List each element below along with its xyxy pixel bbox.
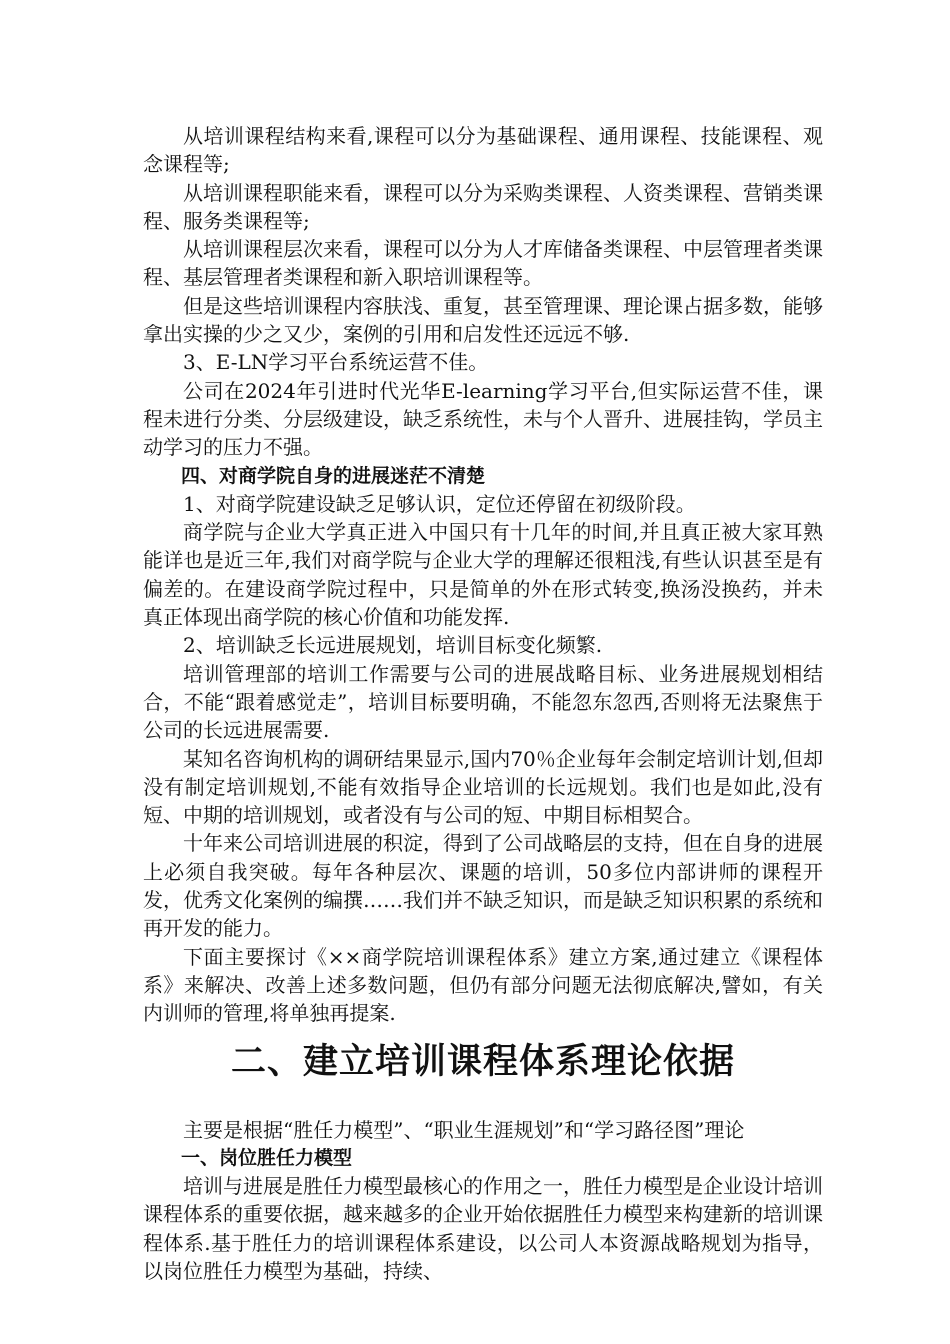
paragraph: 十年来公司培训进展的积淀，得到了公司战略层的支持，但在自身的进展上必须自我突破。每年各种层次、课题的培训，50多位内部讲师的课程开发，优秀文化案例的编撰……我们并不缺乏知识，而是缺乏知识积累的系统和再开发的能力。 [143,831,823,941]
paragraph: 从培训课程层次来看，课程可以分为人才库储备类课程、中层管理者类课程、基层管理者类课程和新入职培训课程等。 [143,237,823,290]
paragraph: 从培训课程结构来看,课程可以分为基础课程、通用课程、技能课程、观念课程等; [143,124,823,177]
paragraph: 2、培训缺乏长远进展规划，培训目标变化频繁. [183,633,603,658]
body-text-top [143,122,823,1028]
subheading: 一、岗位胜任力模型 [181,1146,353,1169]
subheading: 四、对商学院自身的进展迷茫不清楚 [181,464,486,487]
paragraph: 但是这些培训课程内容肤浅、重复，甚至管理课、理论课占据多数，能够拿出实操的少之又少，案例的引用和启发性还远远不够. [143,293,823,347]
paragraph: 商学院与企业大学真正进入中国只有十几年的时间,并且真正被大家耳熟能详也是近三年,我们对商学院与企业大学的理解还很粗浅,有些认识甚至是有偏差的。在建设商学院过程中，只是简单的外在形式转变,换汤没换药，并未真正体现出商学院的核心价值和功能发挥. [143,520,823,630]
paragraph: 培训管理部的培训工作需要与公司的进展战略目标、业务进展规划相结合，不能“跟着感觉走”，培训目标要明确，不能忽东忽西,否则将无法聚焦于公司的长远进展需要. [143,661,823,743]
paragraph: 主要是根据“胜任力模型”、“职业生涯规划”和“学习路径图”理论 [183,1117,745,1142]
paragraph: 3、E-LN学习平台系统运营不佳。 [183,350,489,375]
paragraph: 某知名咨询机构的调研结果显示,国内70％企业每年会制定培训计划,但却没有制定培训规划,不能有效指导企业培训的长远规划。我们也是如此,没有短、中期的培训规划，或者没有与公司的短、中期目标相契合。 [143,746,823,828]
paragraph: 公司在2024年引进时代光华E-learning学习平台,但实际运营不佳，课程未进行分类、分层级建设，缺乏系统性，未与个人晋升、进展挂钩，学员主动学习的压力不强。 [143,378,823,460]
body-text-bottom [143,1116,823,1286]
paragraph: 1、对商学院建设缺乏足够认识，定位还停留在初级阶段。 [183,491,696,516]
paragraph: 培训与进展是胜任力模型最核心的作用之一，胜任力模型是企业设计培训课程体系的重要依据，越来越多的企业开始依据胜任力模型来构建新的培训课程体系.基于胜任力的培训课程体系建设，以公司人本资源战略规划为指导，以岗位胜任力模型为基础，持续、 [143,1174,823,1283]
paragraph: 下面主要探讨《××商学院培训课程体系》建立方案,通过建立《课程体系》来解决、改善上述多数问题，但仍有部分问题无法彻底解决,譬如，有关内训师的管理,将单独再提案. [143,944,823,1026]
document-page [143,122,823,1285]
paragraph: 从培训课程职能来看，课程可以分为采购类课程、人资类课程、营销类课程、服务类课程等; [143,180,823,233]
section-heading: 二、建立培训课程体系理论依据 [230,1041,735,1082]
